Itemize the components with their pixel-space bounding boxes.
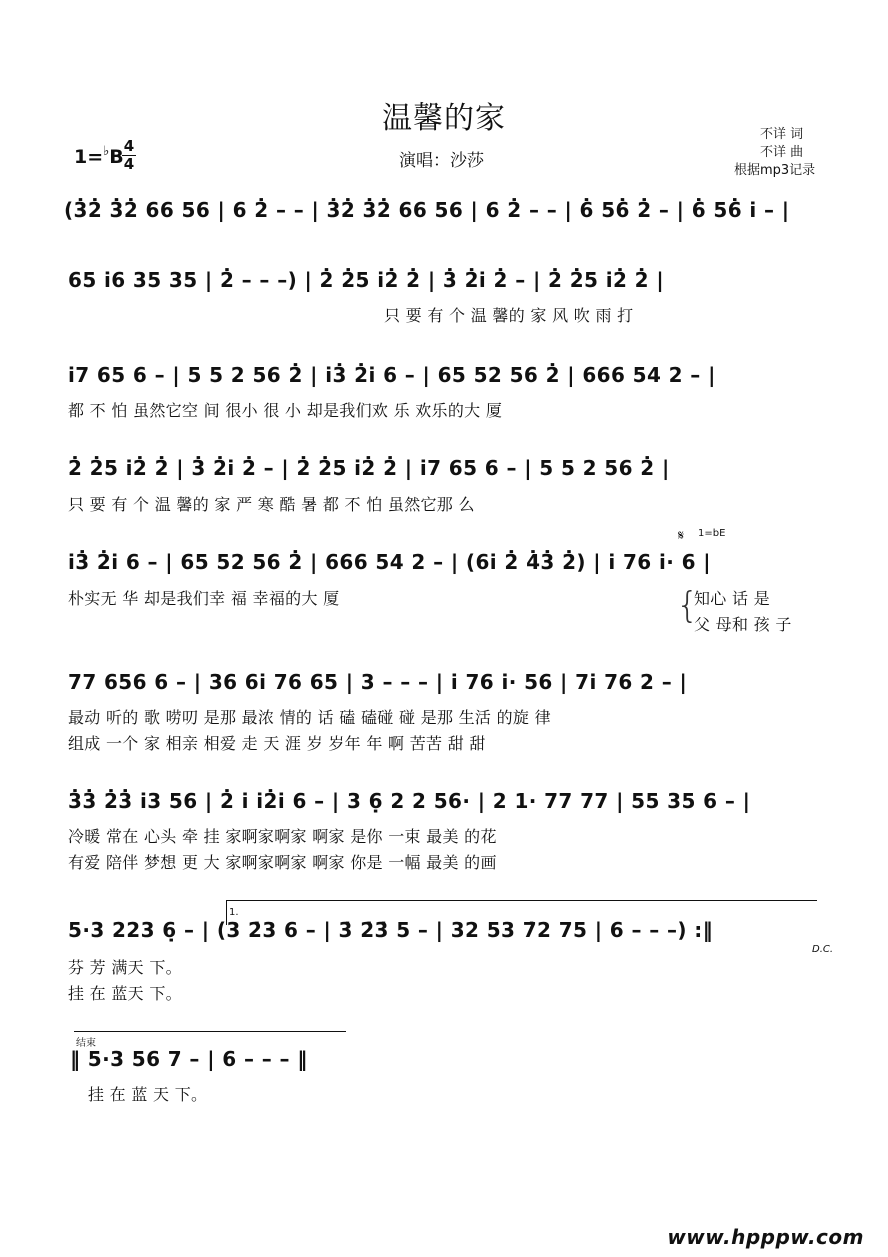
- lyric-row-5-verse2: 父 母和 孩 子: [694, 615, 792, 634]
- lyric-row-5-verse1: 知心 话 是: [694, 589, 770, 608]
- singer-credit: 演唱：沙莎: [399, 151, 484, 171]
- lyric-row-ending: 挂 在 蓝 天 下。: [88, 1085, 208, 1104]
- key-note: B: [109, 146, 124, 168]
- lyric-row-4: 只 要 有 个 温 馨的 家 严 寒 酷 暑 都 不 怕 虽然它那 么: [68, 495, 475, 514]
- composer-credit: 不详 曲: [760, 145, 804, 160]
- key-prefix: 1=: [74, 146, 104, 168]
- lyric-row-3: 都 不 怕 虽然它空 间 很小 很 小 却是我们欢 乐 欢乐的大 厦: [68, 401, 503, 420]
- dc-marking: D.C.: [812, 944, 834, 955]
- score-row-3: i7 65 6 – | 5 5 2 56 2̇ | i3̇ 2̇i 6 – | 65 52 56 2̇ | 666 54 2 – |: [68, 363, 716, 387]
- segno-sign: 𝄋: [678, 528, 685, 544]
- lyric-row-2: 只 要 有 个 温 馨的 家 风 吹 雨 打: [384, 306, 634, 325]
- volta-number: 1.: [229, 907, 239, 918]
- time-sig-top: 4: [123, 137, 135, 155]
- lyric-row-6-verse1: 最动 听的 歌 唠叨 是那 最浓 情的 话 磕 磕碰 碰 是那 生活 的旋 律: [68, 708, 551, 727]
- score-row-1: (3̇2̇ 3̇2̇ 66 56 | 6 2̇ – – | 3̇2̇ 3̇2̇ 66 56 | 6 2̇ – – | 6̇ 56̇ 2̇ – | 6̇ 56̇ i – |: [64, 198, 790, 222]
- lyric-row-8-verse2: 挂 在 蓝天 下。: [68, 984, 182, 1003]
- lyric-row-7-verse1: 冷暖 常在 心头 牵 挂 家啊家啊家 啊家 是你 一束 最美 的花: [68, 827, 497, 846]
- lyric-row-8-verse1: 芬 芳 满天 下。: [68, 958, 182, 977]
- score-row-2: 65 i6 35 35 | 2̇ – – –) | 2̇ 2̇5 i2̇ 2̇ | 3̇ 2̇i 2̇ – | 2̇ 2̇5 i2̇ 2̇ |: [68, 268, 665, 292]
- time-sig-bottom: 4: [123, 155, 135, 173]
- lyric-row-6-verse2: 组成 一个 家 相亲 相爱 走 天 涯 岁 岁年 年 啊 苦苦 甜 甜: [68, 734, 486, 753]
- score-row-4: 2̇ 2̇5 i2̇ 2̇ | 3̇ 2̇i 2̇ – | 2̇ 2̇5 i2̇ 2̇ | i7 65 6 – | 5 5 2 56 2̇ |: [68, 456, 670, 480]
- score-row-5: i3̇ 2̇i 6 – | 65 52 56 2̇ | 666 54 2 – | (6i 2̇ 4̇3̇ 2̇) | i 76 i· 6 |: [68, 550, 711, 574]
- song-title: 温馨的家: [382, 101, 506, 136]
- verse-brace: {: [676, 585, 699, 626]
- score-row-8: 5·3 223 6̣ – | (3 2̇3 6 – | 3̇ 2̇3̇ 5 – | 32 53 7̇2 75 | 6 – – –) :‖: [68, 918, 714, 942]
- score-row-7: 3̇3̇ 2̇3̇ i3 56 | 2̇ i i2̇i 6 – | 3 6̣ 2 2 56· | 2 1· 77 77 | 55 35 6 – |: [68, 789, 751, 813]
- lyric-row-7-verse2: 有爱 陪伴 梦想 更 大 家啊家啊家 啊家 你是 一幅 最美 的画: [68, 853, 497, 872]
- score-row-6: 77 656 6 – | 36 6i 76 65 | 3 – – – | i 76 i· 56 | 7i 76 2 – |: [68, 670, 688, 694]
- site-watermark: www.hpppw.com: [667, 1225, 864, 1249]
- transcription-credit: 根据mp3记录: [734, 163, 816, 178]
- time-signature: [121, 138, 137, 173]
- key-change: 1=bE: [698, 528, 726, 539]
- key-signature: [74, 146, 124, 168]
- lyric-row-5: 朴实无 华 却是我们幸 福 幸福的大 厦: [68, 589, 340, 608]
- ending-label: 结束: [76, 1038, 96, 1049]
- flat-sign: ♭: [103, 144, 110, 159]
- lyricist-credit: 不详 词: [760, 127, 804, 142]
- score-row-ending: ‖ 5·3 56 7 – | 6 – – – ‖: [70, 1047, 308, 1071]
